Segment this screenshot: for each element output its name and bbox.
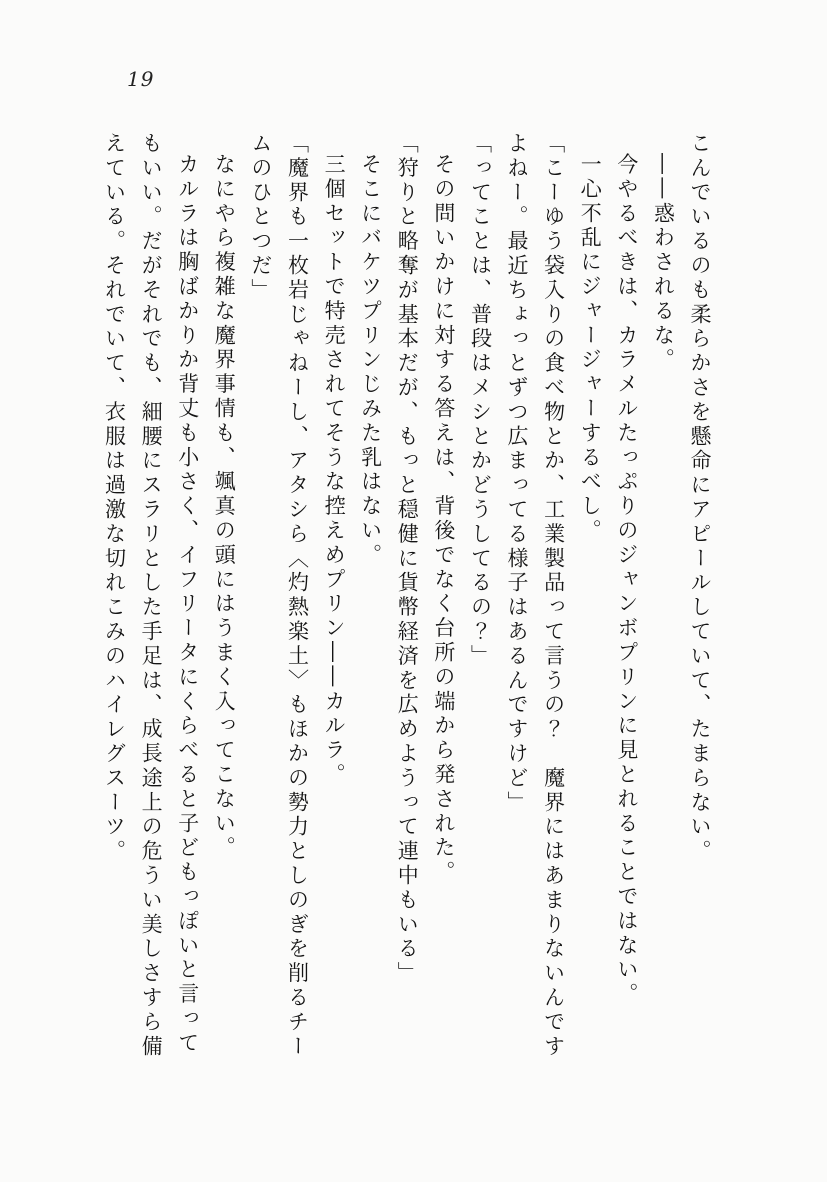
vertical-text-block xyxy=(96,132,718,1064)
paragraph: その問いかけに対する答えは、背後でなく台所の端から発された。 xyxy=(431,153,456,885)
paragraph: 「魔界も一枚岩じゃねーし、アタシら〈灼熱楽土〉もほかの勢力としのぎを削るチームのひとつだ」 xyxy=(248,132,310,1060)
paragraph: 今やるべきは、カラメルたっぷりのジャンボプリンに見とれることではない。 xyxy=(614,153,639,1007)
paragraph: 「狩りと略奪が基本だが、もっと穏健に貨幣経済を広めようって連中もいる」 xyxy=(395,132,420,986)
paragraph: そこにバケツプリンじみた乳はない。 xyxy=(358,153,383,568)
paragraph: カルラは胸ばかりか背丈も小さく、イフリータにくらべると子どもっぽいと言ってもいい。だがそれでも、細腰にスラリとした手足は、成長途上の危うい美しさすら備えている。それでいて、衣服は過激な切れこみのハイレグスーツ。 xyxy=(102,132,200,1060)
paragraph: ――惑わされるな。 xyxy=(651,153,676,373)
paragraph: 一心不乱にジャージャーするべし。 xyxy=(578,153,603,544)
paragraph: なにやら複雑な魔界事情も、颯真の頭にはうまく入ってこない。 xyxy=(212,153,237,861)
paragraph: 三個セットで特売されてそうな控えめプリン――カルラ。 xyxy=(322,153,347,788)
page-number: 19 xyxy=(127,67,155,91)
paragraph: 「こーゆう袋入りの食べ物とか、工業製品って言うの？ 魔界にはあまりないんですよねー。最近ちょっとずつ広まってる様子はあるんですけど」 xyxy=(505,132,566,1060)
paragraph: こんでいるのも柔らかさを懸命にアピールしていて、たまらない。 xyxy=(688,132,712,864)
paragraph: 「ってことは、普段はメシとかどうしてるの？」 xyxy=(468,132,493,669)
